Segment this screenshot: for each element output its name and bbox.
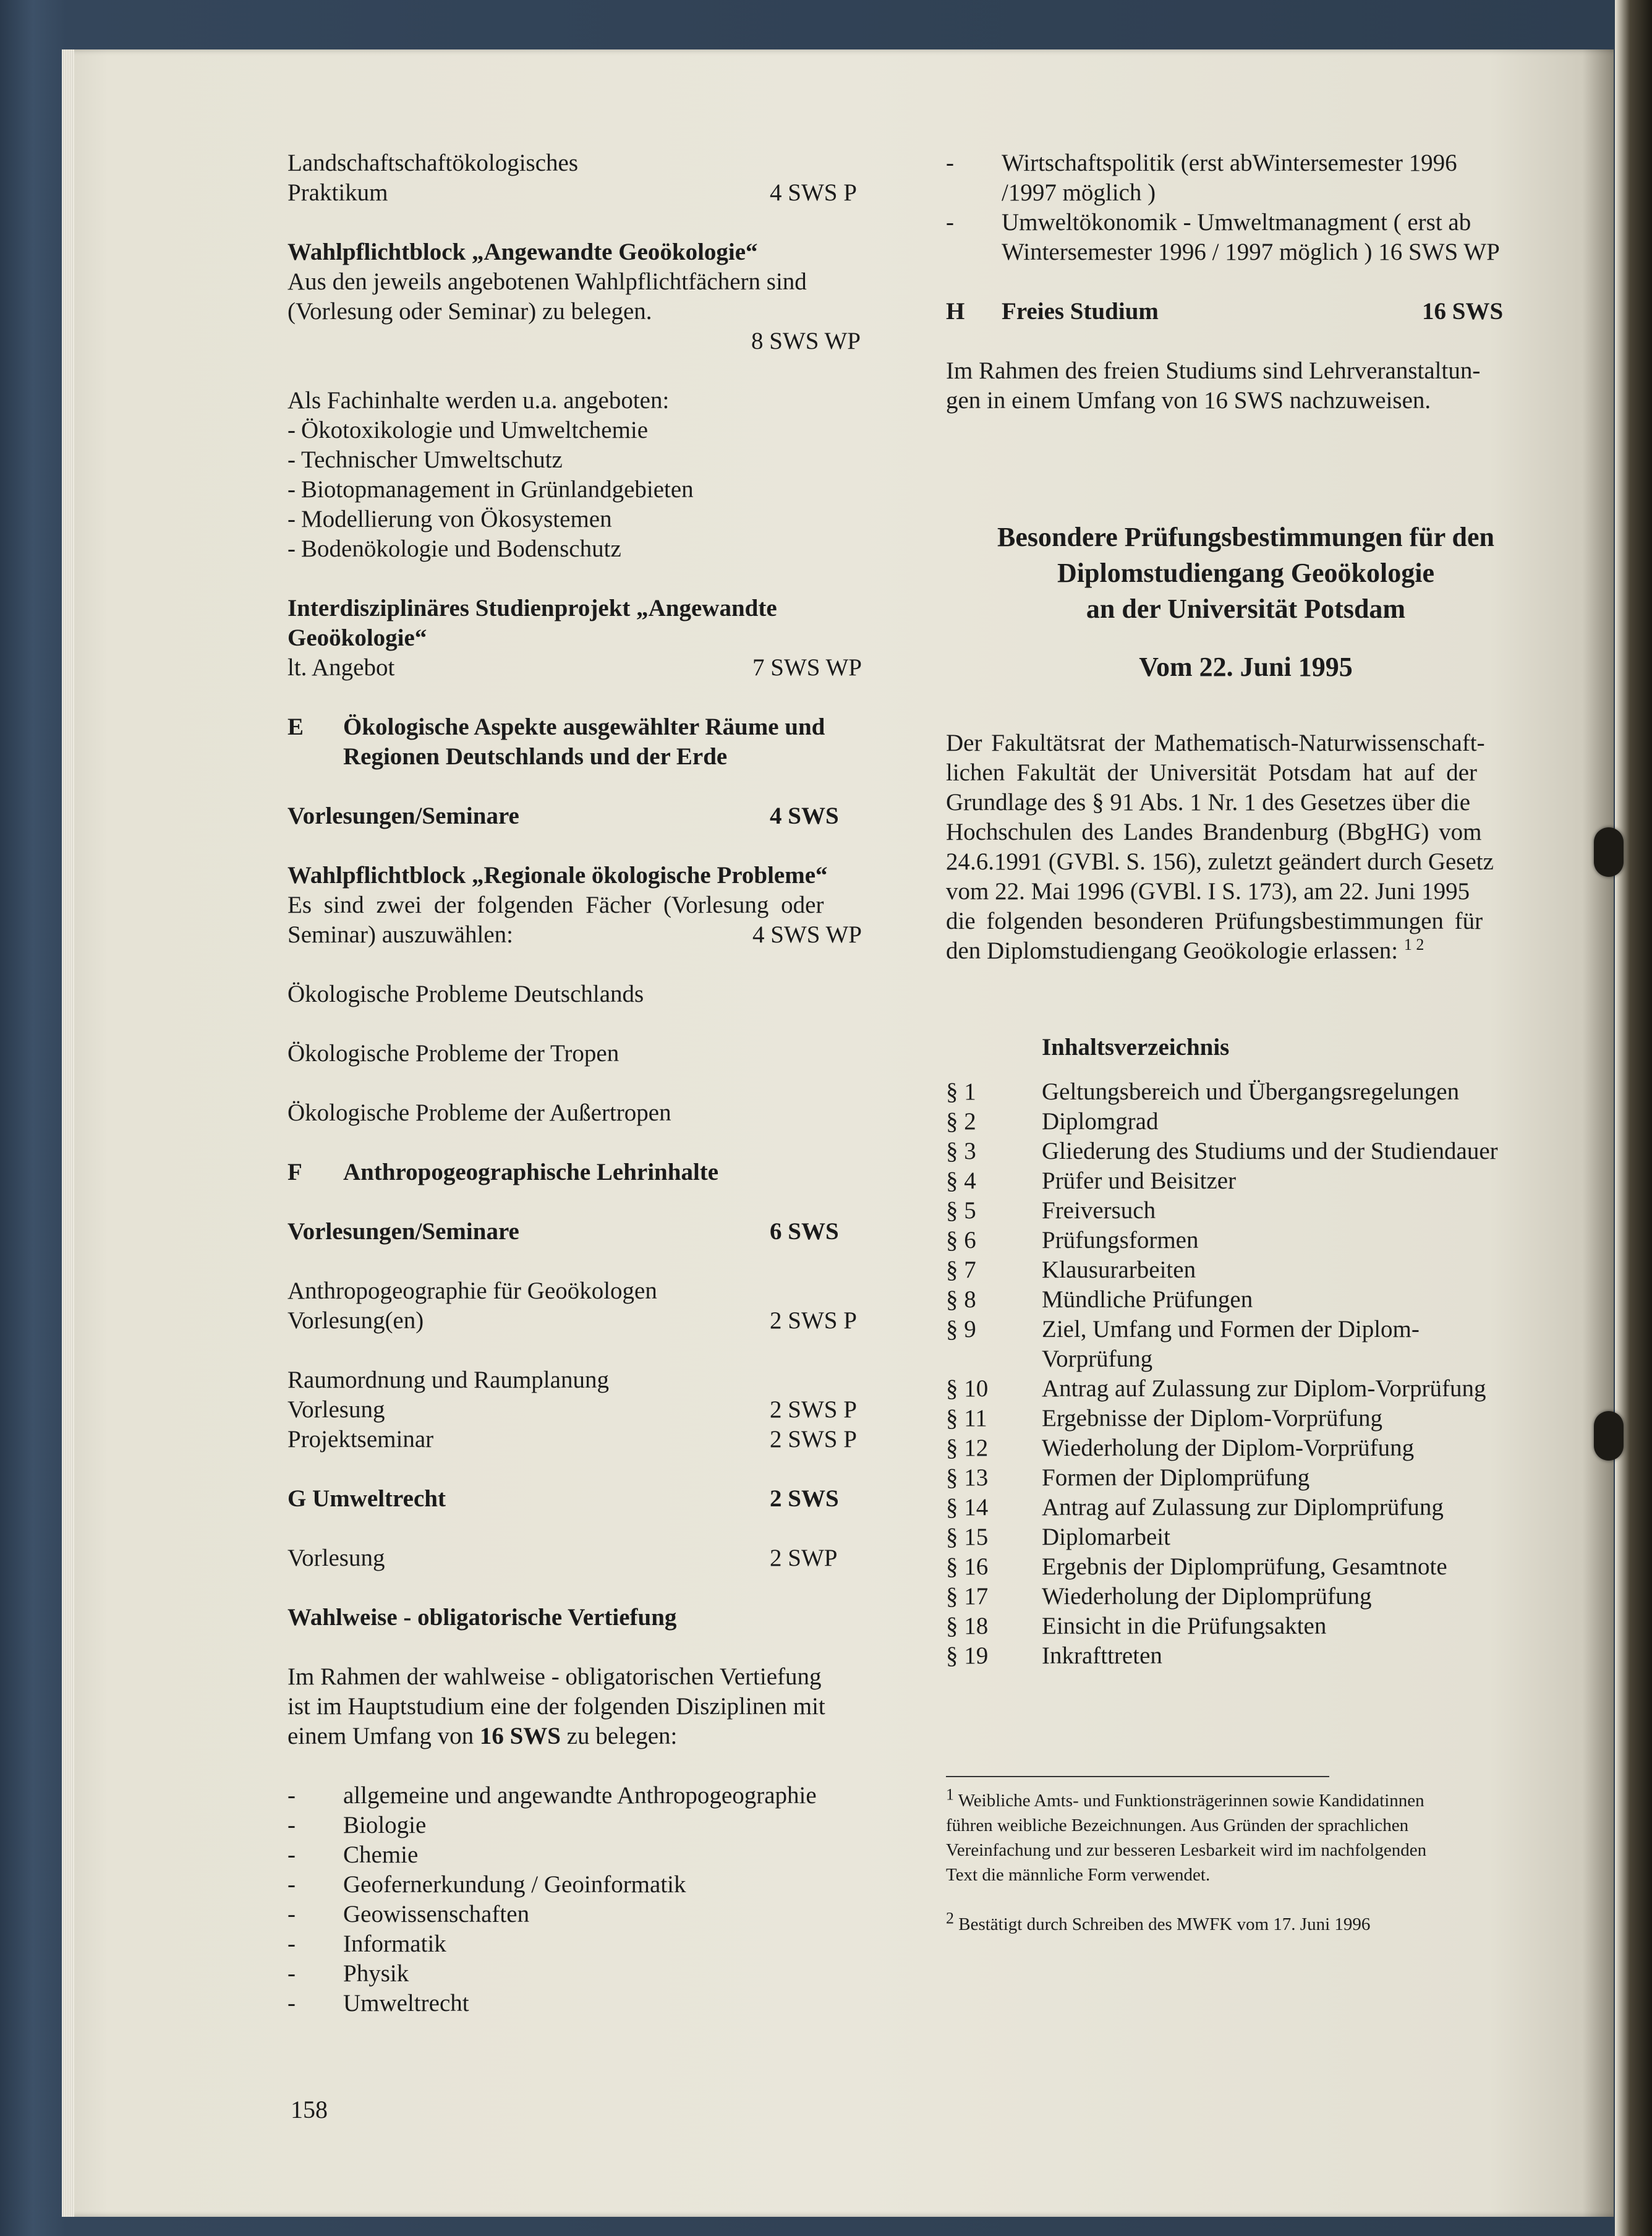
sws-value: 2 SWS bbox=[770, 1485, 839, 1512]
text: Biotopmanagement in Grünlandgebieten bbox=[301, 476, 694, 503]
text: Ökologische Probleme Deutschlands bbox=[287, 981, 644, 1007]
title-line: Besondere Prüfungsbestimmungen für den bbox=[997, 522, 1494, 552]
footnote-mark: 2 bbox=[946, 1909, 954, 1927]
text: Chemie bbox=[343, 1841, 419, 1868]
text-line bbox=[287, 1306, 893, 1336]
list-item bbox=[946, 178, 1546, 208]
toc-row: Vorprüfung bbox=[1042, 1346, 1153, 1372]
text: G Umweltrecht bbox=[287, 1485, 446, 1512]
text-line bbox=[946, 758, 1546, 788]
page-stack-edge bbox=[62, 49, 74, 2217]
text: Physik bbox=[343, 1960, 409, 1987]
text-line bbox=[946, 907, 1546, 936]
section-heading bbox=[287, 623, 893, 653]
text-line bbox=[946, 728, 1546, 758]
text: Weibliche Amts- und Funktionsträgerinnen sowie Kandidatinnen bbox=[958, 1791, 1424, 1811]
text: 16 SWS bbox=[479, 1723, 561, 1749]
list-item: - Umweltökonomik - Umweltmanagment ( erst ab bbox=[946, 208, 1546, 237]
text: Ökologische Aspekte ausgewählter Räume und bbox=[343, 714, 825, 740]
text-line bbox=[287, 979, 893, 1009]
text: /1997 möglich ) bbox=[1002, 179, 1156, 206]
text: Hochschulen des Landes Brandenburg (BbgHG) vom bbox=[946, 819, 1482, 845]
title-line: Diplomstudiengang Geoökologie bbox=[1057, 558, 1434, 588]
text: Im Rahmen der wahlweise - obligatorischen Vertiefung bbox=[287, 1663, 822, 1690]
text: Wahlpflichtblock „Angewandte Geoökologie“ bbox=[287, 239, 758, 265]
list-item: - Informatik bbox=[287, 1929, 893, 1959]
text: (Vorlesung oder Seminar) zu belegen. bbox=[287, 298, 652, 325]
text-line bbox=[946, 356, 1546, 386]
toc-row: § 1 Geltungsbereich und Übergangsregelungen bbox=[946, 1078, 1460, 1105]
text: Umweltrecht bbox=[343, 1990, 469, 2016]
book-right-edge bbox=[1615, 0, 1652, 2236]
document-title bbox=[946, 519, 1546, 627]
section-heading bbox=[287, 742, 893, 772]
text: Im Rahmen des freien Studiums sind Lehrveranstaltun- bbox=[946, 357, 1481, 384]
sws-value: 4 SWS bbox=[770, 803, 839, 829]
binder-hole-top bbox=[1594, 827, 1624, 877]
binder-hole-bottom bbox=[1594, 1411, 1624, 1461]
text-line bbox=[287, 1662, 893, 1692]
text: allgemeine und angewandte Anthropogeographie bbox=[343, 1782, 817, 1809]
text: gen in einem Umfang von 16 SWS nachzuweisen. bbox=[946, 387, 1431, 414]
section-heading bbox=[287, 1484, 893, 1514]
toc-row: § 16 Ergebnis der Diplomprüfung, Gesamtnote bbox=[946, 1553, 1447, 1580]
text-line bbox=[287, 1722, 893, 1751]
text: Wirtschaftspolitik (erst abWintersemester 1996 bbox=[1002, 150, 1457, 176]
intro-paragraph bbox=[946, 728, 1546, 966]
footnotes bbox=[946, 1785, 1546, 1937]
text-line bbox=[287, 653, 893, 683]
text-line bbox=[946, 817, 1546, 847]
text: Bodenökologie und Bodenschutz bbox=[301, 536, 621, 562]
text: Inhaltsverzeichnis bbox=[1042, 1034, 1230, 1060]
text: Geofernerkundung / Geoinformatik bbox=[343, 1871, 686, 1898]
section-letter: H bbox=[946, 298, 965, 325]
list-item: - Biologie bbox=[287, 1811, 893, 1840]
text-line bbox=[287, 326, 893, 356]
text: Seminar) auszuwählen: bbox=[287, 921, 513, 948]
text: Biologie bbox=[343, 1812, 427, 1838]
text-line bbox=[287, 1365, 893, 1395]
text: führen weibliche Bezeichnungen. Aus Gründen der sprachlichen bbox=[946, 1816, 1409, 1835]
text-line bbox=[287, 1543, 893, 1573]
section-heading bbox=[287, 712, 893, 742]
text: Wahlpflichtblock „Regionale ökologische Probleme“ bbox=[287, 862, 828, 889]
left-column bbox=[287, 148, 893, 2018]
text: Informatik bbox=[343, 1931, 446, 1957]
toc-title bbox=[946, 1033, 1546, 1062]
toc-row: § 15 Diplomarbeit bbox=[946, 1524, 1170, 1550]
footnote-mark: 1 bbox=[946, 1785, 954, 1804]
text: Umweltökonomik - Umweltmanagment ( erst ab bbox=[1002, 209, 1471, 236]
text: Geoökologie“ bbox=[287, 625, 427, 651]
footnote-2 bbox=[946, 1909, 1546, 1937]
toc-row: § 2 Diplomgrad bbox=[946, 1108, 1159, 1135]
sws-value: 2 SWP bbox=[770, 1545, 838, 1571]
list-item: - Geofernerkundung / Geoinformatik bbox=[287, 1870, 893, 1900]
toc-row: § 10 Antrag auf Zulassung zur Diplom-Vorprüfung bbox=[946, 1375, 1486, 1402]
text: Aus den jeweils angebotenen Wahlpflichtfächern sind bbox=[287, 268, 807, 295]
text-line bbox=[287, 920, 893, 950]
list-item: - Umweltrecht bbox=[287, 1989, 893, 2018]
text: Projektseminar bbox=[287, 1426, 434, 1453]
text-line bbox=[287, 1276, 893, 1306]
text: Interdisziplinäres Studienprojekt „Angewandte bbox=[287, 595, 777, 621]
toc-row: § 4 Prüfer und Beisitzer bbox=[946, 1167, 1237, 1194]
toc-row: § 18 Einsicht in die Prüfungsakten bbox=[946, 1613, 1327, 1639]
document-date: Vom 22. Juni 1995 bbox=[1139, 652, 1353, 682]
text-line bbox=[287, 1217, 893, 1247]
text: Es sind zwei der folgenden Fächer (Vorlesung oder bbox=[287, 892, 824, 918]
text-line bbox=[287, 267, 893, 297]
text: einem Umfang von bbox=[287, 1723, 480, 1749]
toc-row: § 11 Ergebnisse der Diplom-Vorprüfung bbox=[946, 1405, 1382, 1432]
section-heading bbox=[287, 1158, 893, 1187]
text: 24.6.1991 (GVBl. S. 156), zuletzt geändert durch Gesetz bbox=[946, 848, 1494, 875]
list-item bbox=[946, 237, 1546, 267]
list-item: - Biotopmanagement in Grünlandgebieten bbox=[287, 475, 893, 505]
text: Vorlesung bbox=[287, 1396, 385, 1423]
table-of-contents bbox=[946, 1077, 1546, 1671]
text: Vereinfachung und zur besseren Lesbarkeit wird im nachfolgenden bbox=[946, 1840, 1427, 1860]
toc-row: § 7 Klausurarbeiten bbox=[946, 1257, 1196, 1283]
toc-row: § 8 Mündliche Prüfungen bbox=[946, 1286, 1253, 1313]
text: Anthropogeographie für Geoökologen bbox=[287, 1278, 657, 1304]
text-line bbox=[946, 847, 1546, 877]
text-line bbox=[946, 386, 1546, 416]
text: Modellierung von Ökosystemen bbox=[301, 506, 612, 532]
text: Wahlweise - obligatorische Vertiefung bbox=[287, 1604, 677, 1631]
section-heading bbox=[287, 861, 893, 890]
list-item: - Bodenökologie und Bodenschutz bbox=[287, 534, 893, 564]
toc-row: § 3 Gliederung des Studiums und der Studiendauer bbox=[946, 1138, 1498, 1164]
text: Vorlesungen/Seminare bbox=[287, 1218, 519, 1245]
toc-row: § 17 Wiederholung der Diplomprüfung bbox=[946, 1583, 1372, 1610]
page-number: 158 bbox=[291, 2096, 328, 2123]
text-line bbox=[287, 1395, 893, 1425]
toc-row: § 12 Wiederholung der Diplom-Vorprüfung bbox=[946, 1435, 1415, 1461]
toc-row: § 19 Inkrafttreten bbox=[946, 1642, 1162, 1669]
text: Text die männliche Form verwendet. bbox=[946, 1865, 1211, 1885]
text-line bbox=[287, 1425, 893, 1454]
text: den Diplomstudiengang Geoökologie erlassen: bbox=[946, 937, 1399, 964]
text-line bbox=[287, 178, 893, 208]
list-item: - Chemie bbox=[287, 1840, 893, 1870]
section-heading bbox=[287, 1603, 893, 1632]
footnote-rule bbox=[946, 1776, 1329, 1777]
text-line bbox=[287, 148, 893, 178]
sws-value: 7 SWS WP bbox=[752, 654, 862, 681]
text: Anthropogeographische Lehrinhalte bbox=[343, 1159, 719, 1185]
list-item: - allgemeine und angewandte Anthropogeographie bbox=[287, 1781, 893, 1811]
text: lt. Angebot bbox=[287, 654, 395, 681]
text-line bbox=[287, 297, 893, 326]
sws-value: 2 SWS P bbox=[770, 1426, 857, 1453]
section-letter: E bbox=[287, 714, 304, 740]
text: Grundlage des § 91 Abs. 1 Nr. 1 des Gesetzes über die bbox=[946, 789, 1471, 816]
text-line bbox=[287, 801, 893, 831]
text: die folgenden besonderen Prüfungsbestimmungen für bbox=[946, 908, 1483, 934]
list-item: - Geowissenschaften bbox=[287, 1900, 893, 1929]
text: Bestätigt durch Schreiben des MWFK vom 17. Juni 1996 bbox=[958, 1914, 1371, 1934]
section-heading bbox=[287, 594, 893, 623]
text: Vorlesungen/Seminare bbox=[287, 803, 519, 829]
text: Regionen Deutschlands und der Erde bbox=[343, 743, 728, 770]
text: vom 22. Mai 1996 (GVBl. I S. 173), am 22. Juni 1995 bbox=[946, 878, 1470, 905]
toc-row: § 6 Prüfungsformen bbox=[946, 1227, 1199, 1253]
list-item: - Modellierung von Ökosystemen bbox=[287, 505, 893, 534]
right-column bbox=[946, 148, 1546, 1937]
toc-row: § 14 Antrag auf Zulassung zur Diplomprüfung bbox=[946, 1494, 1444, 1521]
section-heading bbox=[946, 297, 1546, 326]
text: Ökotoxikologie und Umweltchemie bbox=[301, 417, 649, 443]
list-item: - Ökotoxikologie und Umweltchemie bbox=[287, 416, 893, 445]
text-line bbox=[287, 1692, 893, 1722]
text-line bbox=[287, 1098, 893, 1128]
sws-value: 4 SWS P bbox=[770, 179, 857, 206]
list-item: - Physik bbox=[287, 1959, 893, 1989]
section-letter: F bbox=[287, 1159, 302, 1185]
toc-row: § 9 Ziel, Umfang und Formen der Diplom- bbox=[946, 1316, 1420, 1342]
toc-row: § 5 Freiversuch bbox=[946, 1197, 1156, 1224]
text: Vorlesung bbox=[287, 1545, 385, 1571]
text: Ökologische Probleme der Außertropen bbox=[287, 1099, 671, 1126]
footnote-1 bbox=[946, 1785, 1546, 1813]
text: Der Fakultätsrat der Mathematisch-Naturwissenschaft- bbox=[946, 730, 1485, 756]
text: Als Fachinhalte werden u.a. angeboten: bbox=[287, 387, 670, 414]
text: Ökologische Probleme der Tropen bbox=[287, 1040, 620, 1067]
text-line bbox=[287, 890, 893, 920]
text: Wintersemester 1996 / 1997 möglich ) 16 SWS WP bbox=[1002, 239, 1500, 265]
sws-value: 4 SWS WP bbox=[752, 921, 862, 948]
text-line bbox=[946, 936, 1546, 966]
sws-value: 6 SWS bbox=[770, 1218, 839, 1245]
text: Vorlesung(en) bbox=[287, 1307, 424, 1334]
text: Freies Studium bbox=[1002, 298, 1159, 325]
sws-value: 8 SWS WP bbox=[751, 328, 861, 354]
footnote-refs: 1 2 bbox=[1403, 936, 1424, 954]
sws-value: 2 SWS P bbox=[770, 1307, 857, 1334]
list-item: - Technischer Umweltschutz bbox=[287, 445, 893, 475]
sws-value: 2 SWS P bbox=[770, 1396, 857, 1423]
list-item: - Wirtschaftspolitik (erst abWintersemester 1996 bbox=[946, 148, 1546, 178]
toc-row: § 13 Formen der Diplomprüfung bbox=[946, 1464, 1310, 1491]
text: lichen Fakultät der Universität Potsdam hat auf der bbox=[946, 759, 1478, 786]
sws-value: 16 SWS bbox=[1422, 298, 1504, 325]
text-line bbox=[287, 1039, 893, 1069]
text-line bbox=[946, 788, 1546, 817]
text: Praktikum bbox=[287, 179, 388, 206]
text: Geowissenschaften bbox=[343, 1901, 530, 1927]
text: Landschaftschaftökologisches bbox=[287, 150, 579, 176]
text: zu belegen: bbox=[560, 1723, 678, 1749]
title-line: an der Universität Potsdam bbox=[1086, 594, 1406, 624]
text: Technischer Umweltschutz bbox=[301, 446, 563, 473]
text-line bbox=[287, 386, 893, 416]
text: Raumordnung und Raumplanung bbox=[287, 1367, 609, 1393]
section-heading bbox=[287, 237, 893, 267]
text-line bbox=[946, 877, 1546, 907]
text: ist im Hauptstudium eine der folgenden Disziplinen mit bbox=[287, 1693, 825, 1720]
